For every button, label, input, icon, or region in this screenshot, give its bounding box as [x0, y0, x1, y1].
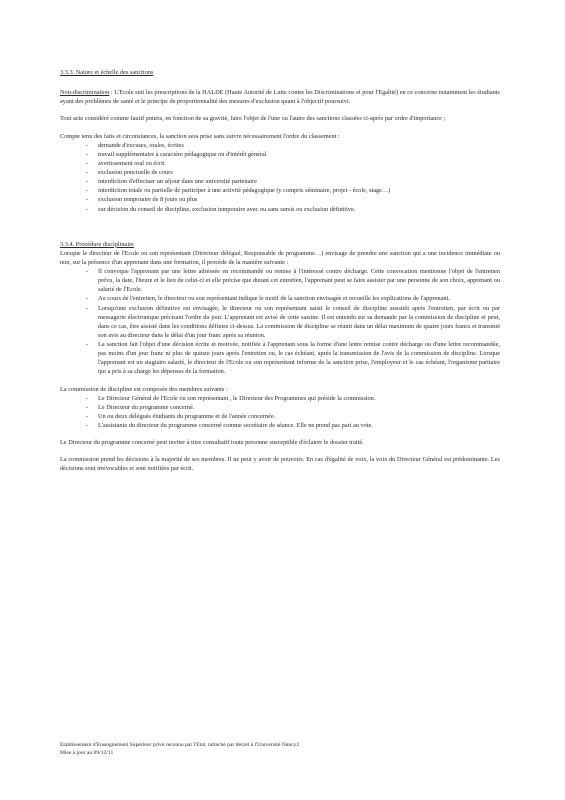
section-title-procedure: 3.3.4. Procédure disciplinaire: [60, 240, 134, 248]
paragraph-decisions: La commission prend les décisions à la majorité de ses membres. Il ne peut y avoir de pouvoirs. En cas d'égalité de voix, la voix du Directeur Général est prédominante. Les décisions sont irrévocables et sont notifiées par écrit.: [60, 456, 500, 473]
document-page: [60, 68, 500, 482]
footer-line-establishment: Etablissement d'Enseignement Supérieur privé reconnu par l'Etat, rattaché par décret à l'Université Nancy2: [60, 742, 300, 748]
list-item: - demande d'excuses, orales, écrites: [60, 141, 500, 150]
list-item: - interdiction totale ou partielle de participer à une activité pédagogique (y compris séminaire, projet - école, stage…): [60, 186, 500, 195]
list-item: - exclusion temporaire de 8 jours ou plus: [60, 195, 500, 204]
list-item: - Il convoque l'apprenant par une lettre adressée en recommandé ou remise à l'intéressé contre décharge. Cette convocation mentionne l'objet de l'entretien prévu, la date, l'heure et le lieu de celui-ci et elle précise que durant cet entretien, l'apprenant peut se faire assister par une personne de son choix, apprenant ou salarié de l'Ecole.: [60, 267, 500, 294]
list-item: - sur décision du conseil de discipline, exclusion temporaire avec ou sans sursis ou exclusion définitive.: [60, 205, 500, 214]
paragraph-directeur: Le Directeur du programme concerné peut inviter à titre consultatif toute personne susceptible d'éclairer le dossier traité.: [60, 439, 364, 447]
list-item: - travail supplémentaire à caractère pédagogique ou d'intérêt général: [60, 150, 500, 159]
list-item: - La sanction fait l'objet d'une décision écrite et motivée, notifiée à l'apprenant sous la forme d'une lettre remise contre décharge ou d'une lettre recommandée, pas moins d'un jour franc ni plus de quinze jours après l'entretien ou, le cas échéant, après la transmission de l'avis de la commission de discipline. Lorsque l'apprenant est un stagiaire salarié, le directeur de l'Ecole ou son représentant informe de la sanction prise, l'employeur et le cas échéant, l'organisme paritaire qui a pris à sa charge les dépenses de la formation.: [60, 340, 500, 377]
list-item: - exclusion ponctuelle de cours: [60, 168, 500, 177]
list-item: - L'assistante du directeur du programme concerné comme secrétaire de séance. Elle ne prend pas part au vote.: [60, 421, 500, 430]
paragraph-procedure-intro: Lorsque le directeur de l'Ecole ou son représentant (Directeur délégué, Responsable de programme…) envisage de prendre une sanction qui a une incidence immédiate ou non, sur la présence d'un apprenant dans une formation, il procède de la manière suivante :: [60, 249, 500, 266]
sanctions-list: [60, 141, 500, 214]
section-title-sanctions: 3.3.3. Nature et échelle des sanctions: [60, 69, 154, 76]
section-spacer: [60, 222, 500, 240]
commission-list: [60, 394, 500, 431]
non-discrimination-text: : L'Ecole suit les prescriptions de la HALDE (Haute Autorité de Lutte contre les Discriminations et pour l'Egalité) en ce concerne notamment les étudiants ayant des problèmes de santé et le principe de proportionnalité des mesures d'exclusion quant à l'objectif poursuivi.: [60, 89, 500, 106]
non-discrimination-label: Non-discrimination: [60, 89, 110, 97]
list-item: - Au cours de l'entretien, le directeur ou son représentant indique le motif de la sanction envisagée et recueille les explications de l'apprenant.: [60, 294, 500, 303]
list-item: - Le Directeur du programme concerné.: [60, 403, 500, 412]
paragraph-non-discrimination: [60, 88, 500, 106]
paragraph-commission-intro: La commission de discipline est composée des membres suivants :: [60, 385, 228, 393]
paragraph-fautif: Tout acte considéré comme fautif pourra, en fonction de sa gravité, faire l'objet de l'une ou l'autre des sanctions classées ci-après par ordre d'importance ;: [60, 115, 446, 123]
list-item: - interdiction d'effectuer un séjour dans une université partenaire: [60, 177, 500, 186]
procedure-list: [60, 267, 500, 377]
list-item: - avertissement oral ou écrit: [60, 159, 500, 168]
list-item: - Un ou deux délégués étudiants du programme et de l'année concernée.: [60, 412, 500, 421]
footer-line-update: Mise à jour au 09/12/11: [60, 750, 114, 757]
page-footer: [60, 741, 480, 757]
paragraph-compte-tenu: Compte tenu des faits et circonstances, la sanction sera prise sans suivre nécessairement l'ordre du classement :: [60, 132, 340, 140]
list-item: - Lorsqu'une exclusion définitive est envisagée, le directeur ou son représentant saisit le conseil de discipline aussitôt après l'entretien, par écrit ou par messagerie électronique précisant l'ordre du jour. L'apprenant est avisé de cette saisine. Il est entendu sur sa demande par la commission de discipline et peut, dans ce cas, être assisté dans les conditions définies ci-dessus. La commission de discipline se réunit dans un délai maximum de quatre jours francs et transmet son avis au directeur dans le délai d'un jour franc après sa réunion.: [60, 304, 500, 341]
list-item: - Le Directeur Général de l'Ecole ou son représentant , le Directeur des Programmes qui préside la commission.: [60, 394, 500, 403]
